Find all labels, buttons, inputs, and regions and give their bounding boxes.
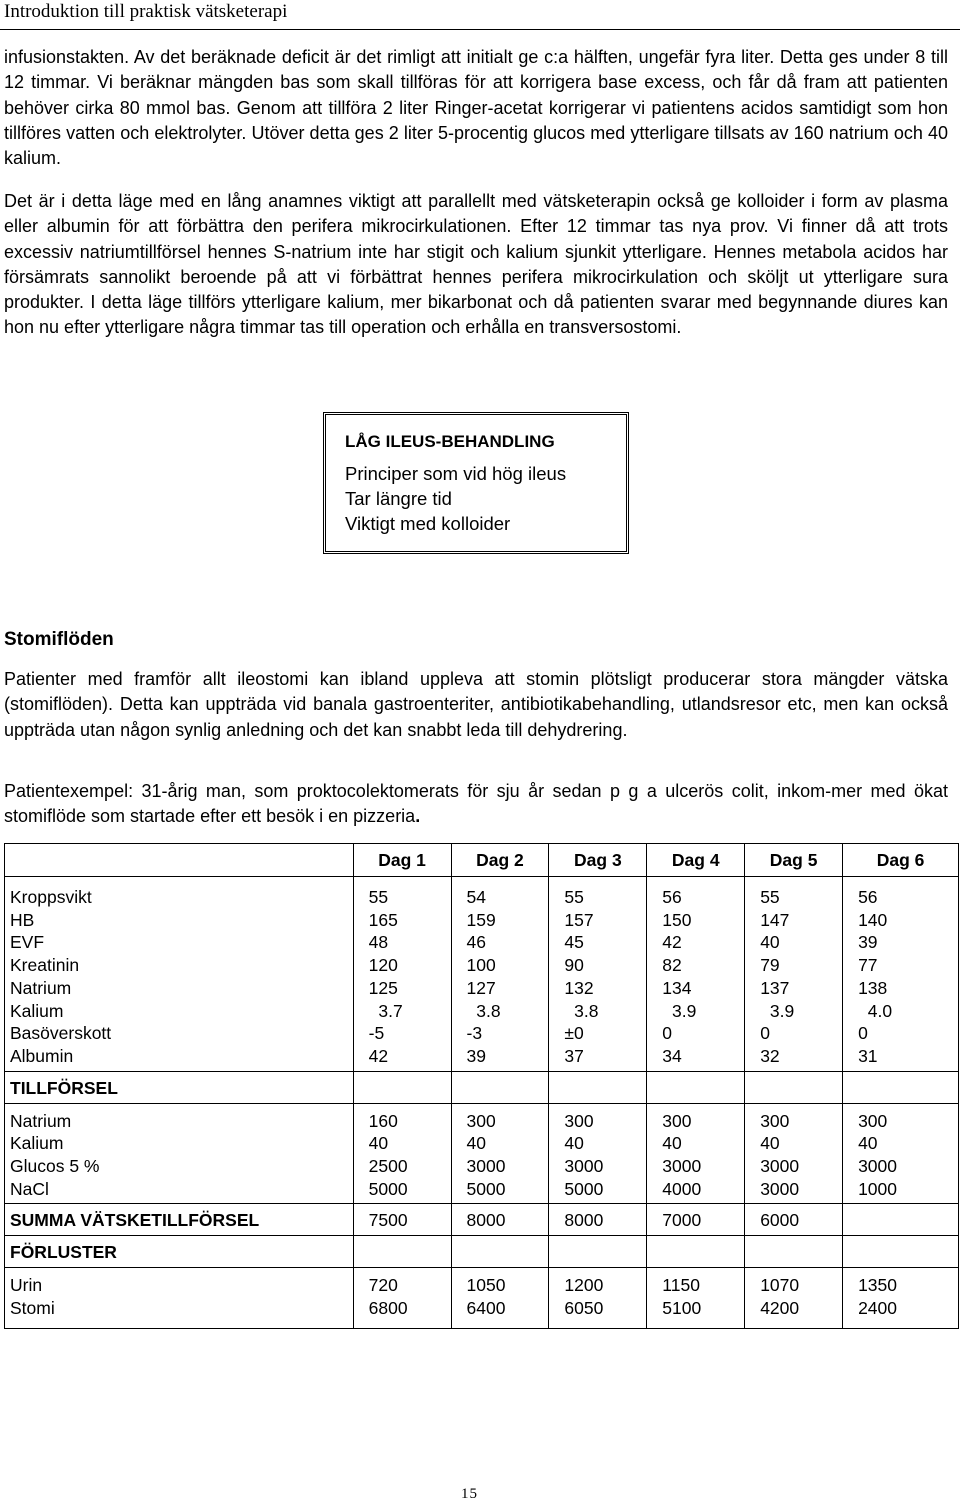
section-heading: Stomiflöden bbox=[4, 629, 114, 650]
lab-labels bbox=[5, 877, 354, 1072]
loss-values-day1 bbox=[353, 1268, 451, 1328]
intake-values-day3 bbox=[549, 1103, 647, 1204]
cell-values: 56 150 42 82 134 3.9 0 34 bbox=[662, 887, 697, 1066]
loss-values-day2 bbox=[451, 1268, 549, 1328]
empty-cell bbox=[647, 1236, 745, 1268]
running-header bbox=[0, 0, 960, 27]
cell-values: 300 40 3000 1000 bbox=[858, 1110, 898, 1199]
intake-labels bbox=[5, 1103, 354, 1204]
forluster-label: FÖRLUSTER bbox=[5, 1236, 354, 1268]
box-line: Principer som vid hög ileus bbox=[345, 463, 567, 484]
cell-values: 1050 6400 bbox=[466, 1275, 506, 1319]
cell-values: 55 165 48 120 125 3.7 -5 42 bbox=[368, 887, 403, 1066]
day-header: Dag 1 bbox=[353, 844, 451, 877]
patientexempel-tail: . bbox=[415, 806, 421, 827]
cell-values: 55 147 40 79 137 3.9 0 32 bbox=[760, 887, 795, 1066]
patientexempel-text: Patientexempel: 31-årig man, som proktocolektomerats för sju år sedan p g a ulcerös colit, inkom-mer med ökat stomiflöde som startade efter ett besök i en pizzeria bbox=[4, 781, 948, 827]
lab-values-day1 bbox=[353, 877, 451, 1072]
summa-value: 8000 bbox=[549, 1204, 647, 1236]
lab-values-day3 bbox=[549, 877, 647, 1072]
loss-values-day5 bbox=[745, 1268, 843, 1328]
cell-values: 300 40 3000 5000 bbox=[564, 1110, 604, 1199]
loss-values-day6 bbox=[843, 1268, 959, 1328]
cell-values: 300 40 3000 4000 bbox=[662, 1110, 702, 1199]
summa-value: 8000 bbox=[451, 1204, 549, 1236]
empty-cell bbox=[549, 1236, 647, 1268]
summa-value: 7500 bbox=[353, 1204, 451, 1236]
lab-values-day4 bbox=[647, 877, 745, 1072]
cell-values: 54 159 46 100 127 3.8 -3 39 bbox=[466, 887, 501, 1066]
loss-labels bbox=[5, 1268, 354, 1328]
summa-label: SUMMA VÄTSKETILLFÖRSEL bbox=[5, 1204, 354, 1236]
summa-value: 7000 bbox=[647, 1204, 745, 1236]
intake-values-day4 bbox=[647, 1103, 745, 1204]
empty-cell bbox=[843, 1236, 959, 1268]
cell-values: 720 6800 bbox=[368, 1275, 408, 1319]
tillforsel-label: TILLFÖRSEL bbox=[5, 1071, 354, 1103]
patient-data-table bbox=[4, 843, 959, 1329]
lab-labels-text: Kroppsvikt HB EVF Kreatinin Natrium Kalium Basöverskott Albumin bbox=[10, 887, 112, 1066]
table-row bbox=[5, 1204, 959, 1236]
loss-values-day4 bbox=[647, 1268, 745, 1328]
summa-value: 6000 bbox=[745, 1204, 843, 1236]
box-line: Viktigt med kolloider bbox=[345, 513, 511, 534]
empty-cell bbox=[843, 1071, 959, 1103]
empty-cell bbox=[353, 1071, 451, 1103]
day-header: Dag 2 bbox=[451, 844, 549, 877]
day-header: Dag 3 bbox=[549, 844, 647, 877]
empty-cell bbox=[745, 1236, 843, 1268]
empty-cell bbox=[549, 1071, 647, 1103]
loss-labels-text: Urin Stomi bbox=[10, 1275, 55, 1319]
table-row bbox=[5, 877, 959, 1072]
table-row bbox=[5, 1103, 959, 1204]
day-header: Dag 5 bbox=[745, 844, 843, 877]
table-row bbox=[5, 1071, 959, 1103]
lab-values-day5 bbox=[745, 877, 843, 1072]
intake-values-day2 bbox=[451, 1103, 549, 1204]
cell-values: 1200 6050 bbox=[564, 1275, 604, 1319]
table-row bbox=[5, 1236, 959, 1268]
cell-values: 55 157 45 90 132 3.8 ±0 37 bbox=[564, 887, 599, 1066]
day-header: Dag 4 bbox=[647, 844, 745, 877]
box-title: LÅG ILEUS-BEHANDLING bbox=[345, 432, 555, 451]
summa-value bbox=[843, 1204, 959, 1236]
cell-values: 300 40 3000 5000 bbox=[466, 1110, 506, 1199]
paragraph-infusion: infusionstakten. Av det beräknade deficit är det rimligt att initialt ge c:a hälften, ungefär fyra liter. Detta ges under 8 till 12 timmar. Vi beräknar mängden bas som skall tillföras för att korrigera base excess, och får då fram att patienten behöver cirka 80 mmol bas. Genom att tillföra 2 liter Ringer-acetat korrigerar vi patientens acidos samtidigt som hon tillföres vatten och elektrolyter. Utöver detta ges 2 liter 5-procentig glucos med ytterligare tillsats av 160 natrium och 40 kalium. bbox=[4, 47, 948, 169]
day-header: Dag 6 bbox=[843, 844, 959, 877]
treatment-box bbox=[323, 412, 629, 554]
intake-values-day1 bbox=[353, 1103, 451, 1204]
cell-values: 300 40 3000 3000 bbox=[760, 1110, 800, 1199]
page-number: 15 bbox=[461, 1486, 478, 1502]
loss-values-day3 bbox=[549, 1268, 647, 1328]
table-row bbox=[5, 1268, 959, 1328]
empty-cell bbox=[451, 1236, 549, 1268]
table-corner-cell bbox=[5, 844, 354, 877]
cell-values: 1070 4200 bbox=[760, 1275, 800, 1319]
intake-values-day5 bbox=[745, 1103, 843, 1204]
intake-values-day6 bbox=[843, 1103, 959, 1204]
box-line: Tar längre tid bbox=[345, 488, 452, 509]
empty-cell bbox=[745, 1071, 843, 1103]
paragraph-stomifloden: Patienter med framför allt ileostomi kan ibland uppleva att stomin plötsligt producerar stora mängder vätska (stomiflöden). Detta kan uppträda vid banala gastroenteriter, antibiotikabehandling, utlandsresor etc, men kan också uppträda utan någon synlig anledning och det kan snabbt leda till dehydrering. bbox=[4, 669, 948, 740]
header-rule bbox=[0, 29, 960, 30]
empty-cell bbox=[353, 1236, 451, 1268]
empty-cell bbox=[451, 1071, 549, 1103]
intake-labels-text: Natrium Kalium Glucos 5 % NaCl bbox=[10, 1110, 100, 1199]
header-title: Introduktion till praktisk vätsketerapi bbox=[4, 1, 288, 22]
cell-values: 56 140 39 77 138 4.0 0 31 bbox=[858, 887, 893, 1066]
cell-values: 160 40 2500 5000 bbox=[368, 1110, 408, 1199]
lab-values-day6 bbox=[843, 877, 959, 1072]
lab-values-day2 bbox=[451, 877, 549, 1072]
table-header-row bbox=[5, 844, 959, 877]
empty-cell bbox=[647, 1071, 745, 1103]
cell-values: 1350 2400 bbox=[858, 1275, 898, 1319]
paragraph-kolloider: Det är i detta läge med en lång anamnes viktigt att parallellt med vätsketerapin också ge kolloider i form av plasma eller albumin för att förbättra den perifera mikrocirkulationen. Efter 12 timmar tas nya prov. Vi finner då att trots excessiv natriumtillförsel hennes S-natrium inte har stigit och kalium sjunkit ytterligare. Hennes metabola acidos har försämrats sannolikt beroende på att vi förbättrat hennes perifera mikrocirkulation och sköljt ut ytterligare sura produkter. I detta läge tillförs ytterligare kalium, mer bikarbonat och då patienten svarar med begynnande diures kan hon nu efter ytterligare några timmar tas till operation och erhålla en transversostomi. bbox=[4, 191, 948, 338]
cell-values: 1150 5100 bbox=[662, 1275, 702, 1319]
paragraph-patientexempel bbox=[4, 779, 948, 830]
